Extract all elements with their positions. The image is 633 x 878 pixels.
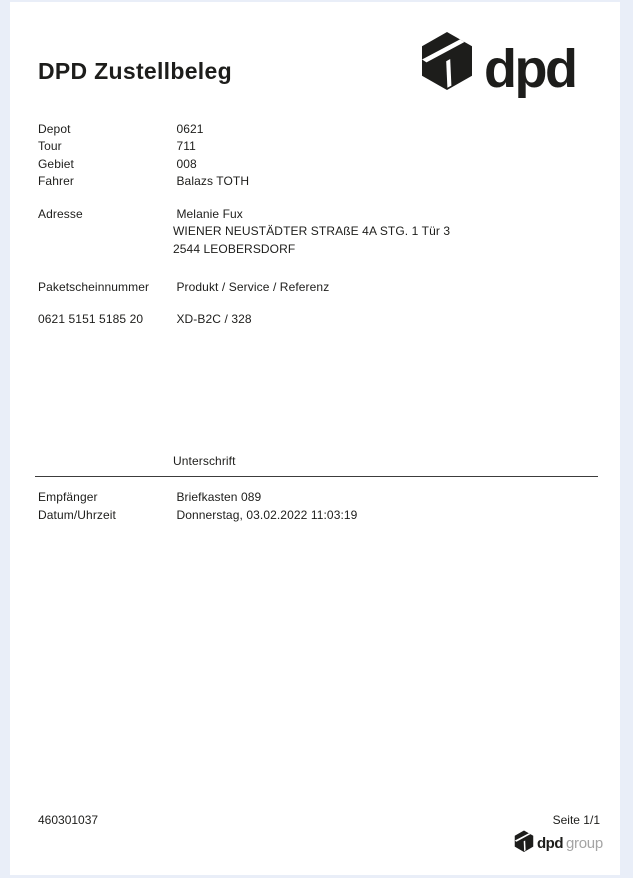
parcel-header-row (38, 281, 329, 294)
recipient-label: Empfänger (38, 490, 98, 504)
dpdgroup-logo-bold-text: dpd (537, 835, 563, 852)
field-value: 008 (176, 157, 197, 171)
parcel-product-label: Produkt / Service / Referenz (176, 280, 330, 294)
field-value: 711 (176, 139, 196, 153)
field-label: Fahrer (38, 174, 74, 188)
recipient-value: Briefkasten 089 (176, 490, 262, 504)
address-row (38, 208, 243, 221)
datetime-label: Datum/Uhrzeit (38, 508, 116, 522)
recipient-row (38, 491, 261, 504)
dpd-logo (420, 29, 580, 105)
field-value: 0621 (176, 122, 204, 136)
address-label: Adresse (38, 207, 83, 221)
field-row-tour (38, 140, 196, 153)
parcel-number-label: Paketscheinnummer (38, 280, 150, 294)
datetime-value: Donnerstag, 03.02.2022 11:03:19 (176, 508, 358, 522)
field-value: Balazs TOTH (176, 174, 250, 188)
parcel-number: 0621 5151 5185 20 (38, 312, 144, 326)
field-row-fahrer (38, 175, 249, 188)
address-city: 2544 LEOBERSDORF (173, 242, 296, 256)
dpd-cube-icon (420, 29, 580, 105)
parcel-product: XD-B2C / 328 (176, 312, 252, 326)
address-street: WIENER NEUSTÄDTER STRAßE 4A STG. 1 Tür 3 (173, 224, 451, 238)
parcel-value-row (38, 313, 252, 326)
page-title: DPD Zustellbeleg (38, 58, 232, 84)
field-label: Gebiet (38, 157, 74, 171)
document-page (10, 2, 620, 875)
document-number: 460301037 (38, 813, 99, 827)
dpdgroup-logo (514, 829, 604, 855)
address-name: Melanie Fux (176, 207, 243, 221)
signature-label: Unterschrift (173, 454, 236, 468)
dpdgroup-logo-light-text: group (566, 835, 603, 852)
dpd-logo-text: dpd (484, 39, 576, 99)
datetime-row (38, 509, 357, 522)
field-row-depot (38, 123, 204, 136)
page-indicator: Seite 1/1 (552, 813, 600, 827)
field-label: Tour (38, 139, 62, 153)
signature-line (35, 476, 598, 477)
dpdgroup-cube-icon (514, 829, 604, 855)
field-row-gebiet (38, 158, 197, 171)
field-label: Depot (38, 122, 71, 136)
